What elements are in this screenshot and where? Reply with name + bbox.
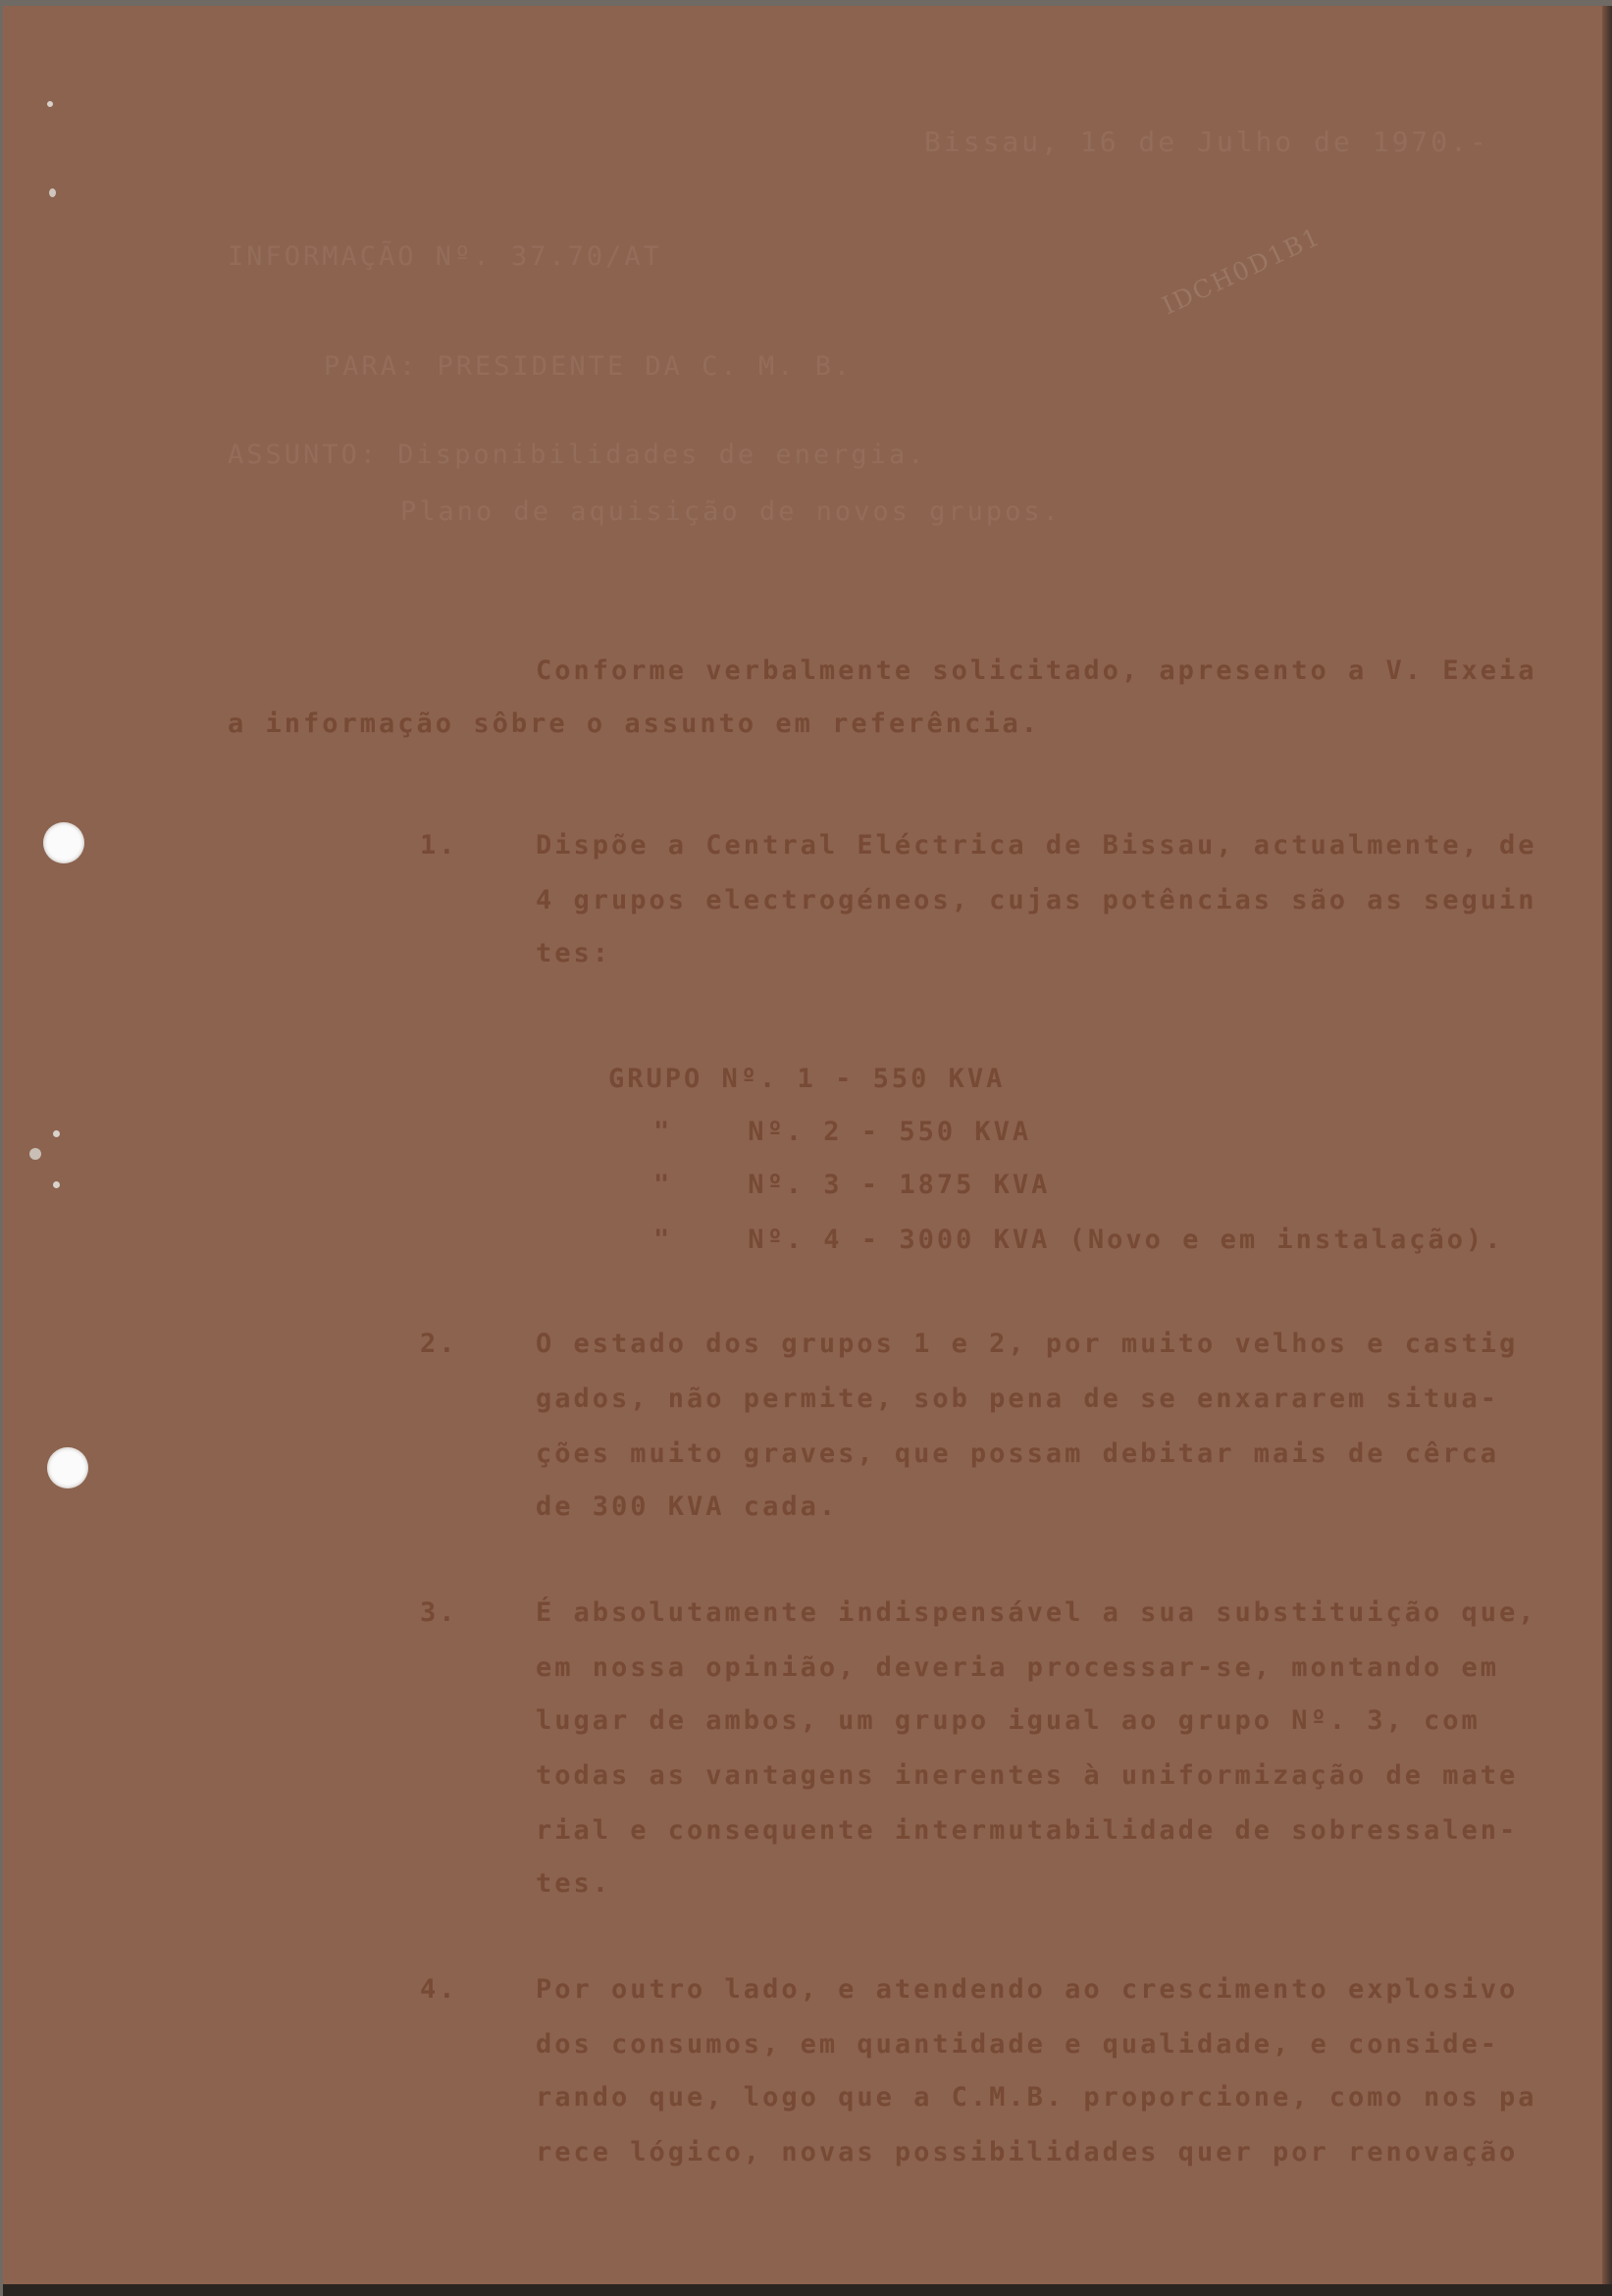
margin-mark [47, 101, 53, 107]
margin-mark [53, 1181, 60, 1188]
item-number: 1. [420, 830, 458, 861]
generator-line: GRUPO Nº. 1 - 550 KVA [608, 1064, 1006, 1094]
item-line: lugar de ambos, um grupo igual ao grupo Nº. 3, com [536, 1705, 1481, 1736]
recipient: PARA: PRESIDENTE DA C. M. B. [324, 351, 854, 382]
margin-mark [53, 1130, 60, 1137]
intro-line-1: Conforme verbalmente solicitado, apresento a V. Exeia [536, 655, 1537, 686]
item-line: rando que, logo que a C.M.B. proporcione, como nos pa [536, 2082, 1537, 2113]
place-date: Bissau, 16 de Julho de 1970.- [924, 126, 1489, 158]
generator-line: " Nº. 3 - 1875 KVA [653, 1170, 1051, 1200]
page-bottom-edge [0, 2284, 1612, 2296]
item-line: Por outro lado, e atendendo ao crescimento explosivo [536, 1974, 1519, 2005]
item-line: Dispõe a Central Eléctrica de Bissau, actualmente, de [536, 830, 1537, 861]
item-line: em nossa opinião, deveria processar-se, montando em [536, 1652, 1500, 1683]
subject-line-1: ASSUNTO: Disponibilidades de energia. [228, 440, 927, 470]
item-line: 4 grupos electrogéneos, cujas potências são as seguin [536, 885, 1537, 915]
margin-mark [29, 1148, 41, 1160]
item-line: de 300 KVA cada. [536, 1491, 839, 1522]
item-line: rece lógico, novas possibilidades quer por renovação [536, 2137, 1519, 2167]
subject-line-2: Plano de aquisição de novos grupos. [400, 496, 1062, 527]
item-number: 2. [420, 1329, 458, 1359]
item-line: tes. [536, 1868, 612, 1899]
item-line: O estado dos grupos 1 e 2, por muito velhos e castig [536, 1329, 1519, 1359]
generator-line: " Nº. 4 - 3000 KVA (Novo e em instalação). [653, 1225, 1504, 1255]
item-line: gados, não permite, sob pena de se enxararem situa- [536, 1383, 1500, 1414]
punch-hole [43, 822, 84, 863]
item-line: ções muito graves, que possam debitar mais de cêrca [536, 1438, 1500, 1469]
item-line: tes: [536, 938, 612, 968]
page-edge-shadow [1602, 0, 1612, 2296]
item-number: 4. [420, 1974, 458, 2005]
punch-hole [47, 1447, 88, 1488]
item-line: todas as vantagens inerentes à uniformização de mate [536, 1760, 1519, 1791]
item-number: 3. [420, 1597, 458, 1628]
item-line: É absolutamente indispensável a sua substituição que, [536, 1597, 1537, 1628]
intro-line-2: a informação sôbre o assunto em referência. [228, 708, 1040, 739]
generator-line: " Nº. 2 - 550 KVA [653, 1117, 1032, 1147]
received-stamp: IDCH0D1B1 [1158, 222, 1326, 321]
margin-mark [49, 188, 56, 197]
reference-number: INFORMAÇÃO Nº. 37.70/AT [228, 241, 662, 272]
item-line: rial e consequente intermutabilidade de sobressalen- [536, 1815, 1519, 1846]
item-line: dos consumos, em quantidade e qualidade, e conside- [536, 2029, 1500, 2060]
